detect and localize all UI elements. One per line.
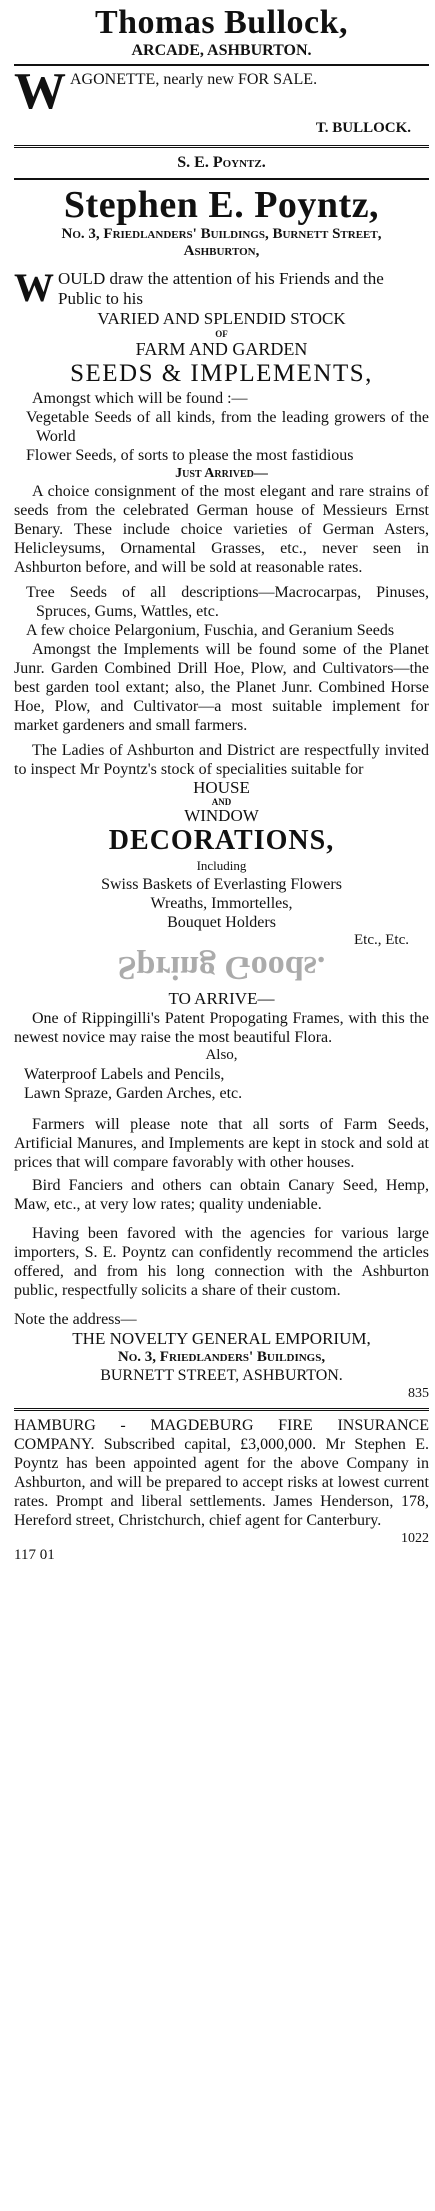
- divider: [14, 145, 429, 148]
- poyntz-name: Stephen E. Poyntz,: [63, 183, 380, 226]
- ad-number: 1022: [401, 1530, 429, 1546]
- intro-text: OULD draw the attention of his Friends and the Public to his: [58, 268, 384, 308]
- implements: Amongst the Implements will be found some of the Planet Junr. Garden Combined Drill Hoe, Plow, and Cultivators—the best garden tool extant; also, the Planet Junr. Combined Horse Hoe, Plow, and Cultivator—a most suitable implement for market gardeners and small farmers.: [14, 641, 429, 734]
- house: HOUSE: [193, 778, 250, 797]
- window: WINDOW: [184, 806, 259, 825]
- decorations: DECORATIONS,: [108, 825, 335, 856]
- bleed-through-text: Spring Goods.: [117, 949, 326, 986]
- farmers-note: Farmers will please note that all sorts of Farm Seeds, Artificial Manures, and Implements are kept in stock and sold at prices that will compare favorably with other houses.: [14, 1115, 429, 1171]
- divider: [14, 1408, 429, 1411]
- agencies: Having been favored with the agencies for various large importers, S. E. Poyntz can confidently recommend the articles offered, and from his long connection with the Ashburton public, respectfully solicits a share of their custom.: [14, 1224, 429, 1299]
- bouquet-holders: Bouquet Holders: [167, 913, 276, 931]
- poyntz-address: No. 3, Friedlanders' Buildings, Burnett Street, Ashburton,: [61, 225, 382, 259]
- dropcap: W: [14, 62, 66, 120]
- footer-mark: 117 01: [14, 1547, 55, 1563]
- bullock-name: Thomas Bullock,: [94, 4, 349, 41]
- ad-number: 835: [408, 1386, 429, 1401]
- wagonette-ad: AGONETTE, nearly new FOR SALE.: [70, 70, 318, 88]
- just-arrived: Just Arrived—: [175, 465, 268, 481]
- waterproof: Waterproof Labels and Pencils,: [24, 1065, 225, 1083]
- swiss-baskets: Swiss Baskets of Everlasting Flowers: [101, 875, 342, 893]
- choice-consignment: A choice consignment of the most elegant and rare strains of seeds from the celebrated German house of Messieurs Ernst Benary. These include choice varieties of German Asters, Helicleysums, Ornamental Grasses, etc., never seen in Ashburton before, and will be sold at reasonable rates.: [14, 483, 429, 576]
- amongst: Amongst which will be found :—: [32, 389, 248, 407]
- flower-seeds: Flower Seeds, of sorts to please the most fastidious: [26, 446, 354, 464]
- lawn-spraze: Lawn Spraze, Garden Arches, etc.: [24, 1084, 243, 1102]
- newspaper-column: [14, 4, 429, 1565]
- etc: Etc., Etc.: [354, 931, 409, 948]
- including: Including: [196, 858, 247, 873]
- burnett-street: BURNETT STREET, ASHBURTON.: [100, 1367, 343, 1384]
- seeds-implements: SEEDS & IMPLEMENTS,: [70, 359, 373, 387]
- bullock-ad: [14, 4, 429, 137]
- wreaths: Wreaths, Immortelles,: [150, 894, 293, 912]
- bird-fanciers: Bird Fanciers and others can obtain Canary Seed, Hemp, Maw, etc., at very low rates; quality undeniable.: [14, 1176, 429, 1213]
- rippingilli: One of Rippingilli's Patent Propogating Frames, with this the newest novice may raise the most beautiful Flora.: [14, 1010, 429, 1046]
- divider: [14, 178, 429, 180]
- hamburg-text: HAMBURG - MAGDEBURG FIRE INSURANCE COMPANY. Subscribed capital, £3,000,000. Mr Stephen E. Poyntz has been appointed agent for the above Company in Ashburton, and will be prepared to accept risks at lowest current rates. Prompt and liberal settlements. James Henderson, 178, Hereford street, Christchurch, chief agent for Canterbury.: [14, 1416, 429, 1529]
- hamburg-ad: [14, 1416, 429, 1565]
- vegetable-seeds: Vegetable Seeds of all kinds, from the leading growers of the World: [26, 408, 429, 445]
- of-label: OF: [215, 328, 228, 339]
- dropcap: W: [14, 264, 54, 310]
- farm-garden: FARM AND GARDEN: [135, 338, 308, 359]
- also: Also,: [205, 1047, 238, 1063]
- emporium: THE NOVELTY GENERAL EMPORIUM,: [72, 1328, 371, 1348]
- tree-seeds: Tree Seeds of all descriptions—Macrocarpas, Pinuses, Spruces, Gums, Wattles, etc.: [26, 584, 429, 620]
- pelargonium: A few choice Pelargonium, Fuschia, and Geranium Seeds: [26, 622, 395, 639]
- varied-stock: VARIED AND SPLENDID STOCK: [97, 308, 346, 328]
- bullock-signature: T. BULLOCK.: [315, 119, 411, 136]
- poyntz-ad: [14, 154, 429, 1403]
- ladies: The Ladies of Ashburton and District are respectfully invited to inspect Mr Poyntz's stock of specialities suitable for: [14, 742, 429, 778]
- bullock-address: ARCADE, ASHBURTON.: [131, 42, 312, 59]
- to-arrive: TO ARRIVE—: [168, 989, 275, 1008]
- note-address: Note the address—: [14, 1310, 137, 1328]
- and-label: AND: [211, 797, 232, 807]
- no3-address: No. 3, Friedlanders' Buildings,: [117, 1348, 326, 1365]
- poyntz-header: S. E. Poyntz.: [177, 154, 266, 171]
- divider: [14, 64, 429, 66]
